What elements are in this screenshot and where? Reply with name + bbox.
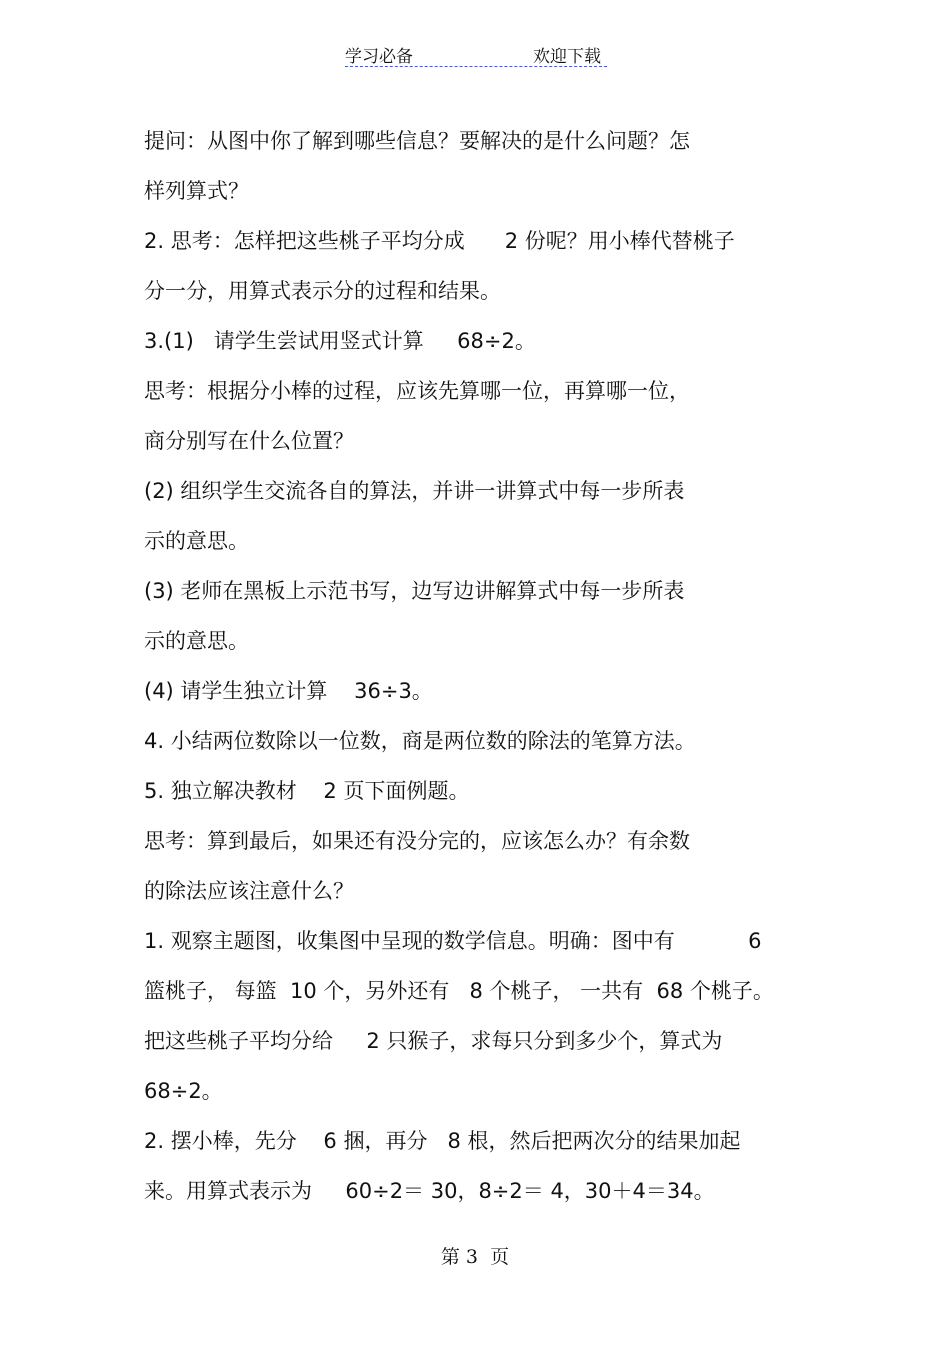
text-line: 篮桃子， 每篮 10 个，另外还有 8 个桃子， 一共有 68 个桃子。 [144, 979, 774, 1003]
text-line: 2. 思考：怎样把这些桃子平均分成 2 份呢？用小棒代替桃子 [144, 229, 735, 253]
text-line: 把这些桃子平均分给 2 只猴子，求每只分到多少个，算式为 [144, 1029, 723, 1053]
text-line: 2. 摆小棒，先分 6 捆，再分 8 根，然后把两次分的结果加起 [144, 1129, 741, 1153]
text-line: 来。用算式表示为 60÷2＝ 30，8÷2＝ 4，30＋4＝34。 [144, 1179, 715, 1203]
text-line: 1. 观察主题图，收集图中呈现的数学信息。明确：图中有 6 [144, 929, 762, 953]
text-line: 商分别写在什么位置？ [144, 429, 354, 453]
text-line: (2) 组织学生交流各自的算法，并讲一讲算式中每一步所表 [144, 479, 685, 503]
text-line: 68÷2。 [144, 1079, 223, 1103]
text-line: 分一分，用算式表示分的过程和结果。 [144, 279, 501, 303]
text-line: 4. 小结两位数除以一位数，商是两位数的除法的笔算方法。 [144, 729, 696, 753]
text-line: 思考：根据分小棒的过程，应该先算哪一位，再算哪一位， [144, 379, 690, 403]
text-line: 样列算式？ [144, 179, 249, 203]
text-line: 5. 独立解决教材 2 页下面例题。 [144, 779, 470, 803]
text-line: 的除法应该注意什么？ [144, 879, 354, 903]
page-number: 第 3 页 [440, 1246, 510, 1268]
text-line: 示的意思。 [144, 629, 249, 653]
header-right-text: 欢迎下载 [533, 47, 601, 67]
text-line: 提问：从图中你了解到哪些信息？要解决的是什么问题？怎 [144, 129, 690, 153]
text-line: (3) 老师在黑板上示范书写，边写边讲解算式中每一步所表 [144, 579, 685, 603]
text-line: 思考：算到最后，如果还有没分完的，应该怎么办？有余数 [144, 829, 690, 853]
text-line: 3.(1) 请学生尝试用竖式计算 68÷2。 [144, 329, 536, 353]
header-left-text: 学习必备 [345, 47, 413, 67]
page-header [345, 40, 607, 67]
text-line: (4) 请学生独立计算 36÷3。 [144, 679, 433, 703]
text-line: 示的意思。 [144, 529, 249, 553]
